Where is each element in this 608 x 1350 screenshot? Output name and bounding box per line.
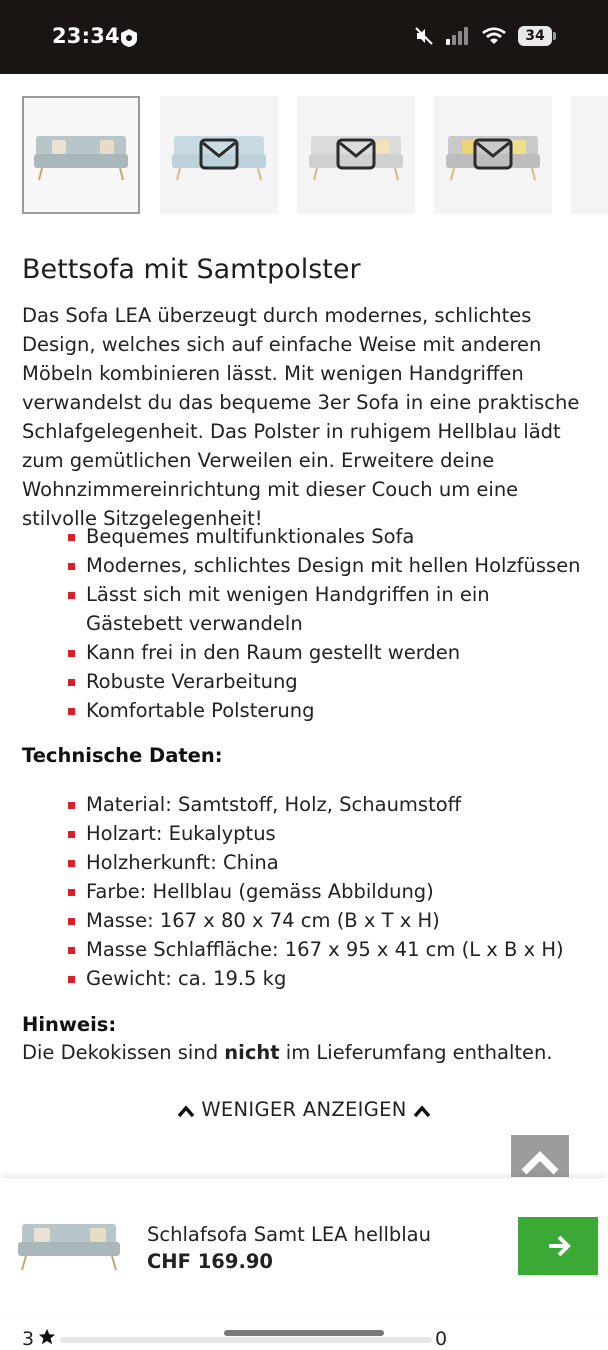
battery-icon [518, 26, 556, 46]
sticky-product-bar [0, 1177, 608, 1315]
home-indicator[interactable] [224, 1330, 384, 1336]
gallery-thumbnail-5[interactable] [571, 96, 608, 214]
product-title: Bettsofa mit Samtpolster [22, 254, 361, 285]
feature-item: Modernes, schlichtes Design mit hellen Holzfüssen [68, 551, 588, 580]
chevron-up-icon [413, 1104, 431, 1118]
mail-icon [434, 96, 552, 214]
signal-icon [446, 27, 470, 45]
spec-item: Holzart: Eukalyptus [68, 819, 588, 848]
battery-level: 34 [525, 28, 545, 44]
status-icons [414, 26, 556, 46]
spec-item: Farbe: Hellblau (gemäss Abbildung) [68, 877, 588, 906]
spec-item: Gewicht: ca. 19.5 kg [68, 964, 588, 993]
rating-bar [60, 1337, 432, 1343]
feature-item: Robuste Verarbeitung [68, 667, 588, 696]
sofa-image [24, 98, 138, 212]
mail-icon [160, 96, 278, 214]
mail-icon [297, 96, 415, 214]
spec-item: Masse: 167 x 80 x 74 cm (B x T x H) [68, 906, 588, 935]
spec-item: Material: Samtstoff, Holz, Schaumstoff [68, 790, 588, 819]
sticky-product-image [12, 1216, 126, 1276]
status-bar [0, 0, 608, 74]
gallery-thumbnail-1[interactable] [22, 96, 140, 214]
product-description: Das Sofa LEA überzeugt durch modernes, schlichtes Design, welches sich auf einfache Weise mit anderen Möbeln kombinieren lässt. Mit wenigen Handgriffen verwandelst du das bequeme 3er Sofa in eine praktische Schlafgelegenheit. Das Polster in ruhigem Hellblau lädt zum gemütlichen Verweilen ein. Erweitere deine Wohnzimmereinrichtung mit dieser Couch um eine stilvolle Sitzgelegenheit! [22, 304, 580, 530]
image-gallery [22, 96, 608, 214]
note-text [22, 1041, 553, 1064]
gallery-thumbnail-3[interactable] [297, 96, 415, 214]
rating-count: 0 [435, 1328, 448, 1350]
wifi-icon [482, 27, 506, 45]
sticky-product-name[interactable]: Schlafsofa Samt LEA hellblau [147, 1223, 431, 1246]
feature-item: Kann frei in den Raum gestellt werden [68, 638, 588, 667]
gallery-thumbnail-2[interactable] [160, 96, 278, 214]
vpn-shield-icon [119, 28, 139, 48]
feature-item: Komfortable Polsterung [68, 696, 588, 725]
tech-specs-heading: Technische Daten: [22, 744, 223, 767]
feature-item: Bequemes multifunktionales Sofa [68, 522, 588, 551]
chevron-up-icon [177, 1104, 195, 1118]
arrow-right-icon [518, 1217, 598, 1275]
feature-list [68, 522, 588, 725]
note-text-end: im Lieferumfang enthalten. [279, 1041, 553, 1064]
rating-stars-value: 3 [22, 1328, 35, 1350]
note-heading: Hinweis: [22, 1013, 117, 1036]
note-text-emphasis: nicht [224, 1041, 280, 1064]
go-to-product-button[interactable] [518, 1217, 598, 1275]
show-less-button[interactable] [0, 1098, 608, 1121]
show-less-label: WENIGER ANZEIGEN [201, 1098, 407, 1121]
spec-item: Masse Schlaffläche: 167 x 95 x 41 cm (L x B x H) [68, 935, 588, 964]
status-time: 23:34 [52, 24, 120, 48]
sticky-product-price: CHF 169.90 [147, 1250, 273, 1273]
spec-list [68, 790, 588, 993]
star-icon [38, 1328, 56, 1346]
mute-icon [414, 26, 434, 46]
spec-item: Holzherkunft: China [68, 848, 588, 877]
note-text-start: Die Dekokissen sind [22, 1041, 225, 1064]
feature-item: Lässt sich mit wenigen Handgriffen in ein Gästebett verwandeln [68, 580, 588, 638]
gallery-thumbnail-4[interactable] [434, 96, 552, 214]
